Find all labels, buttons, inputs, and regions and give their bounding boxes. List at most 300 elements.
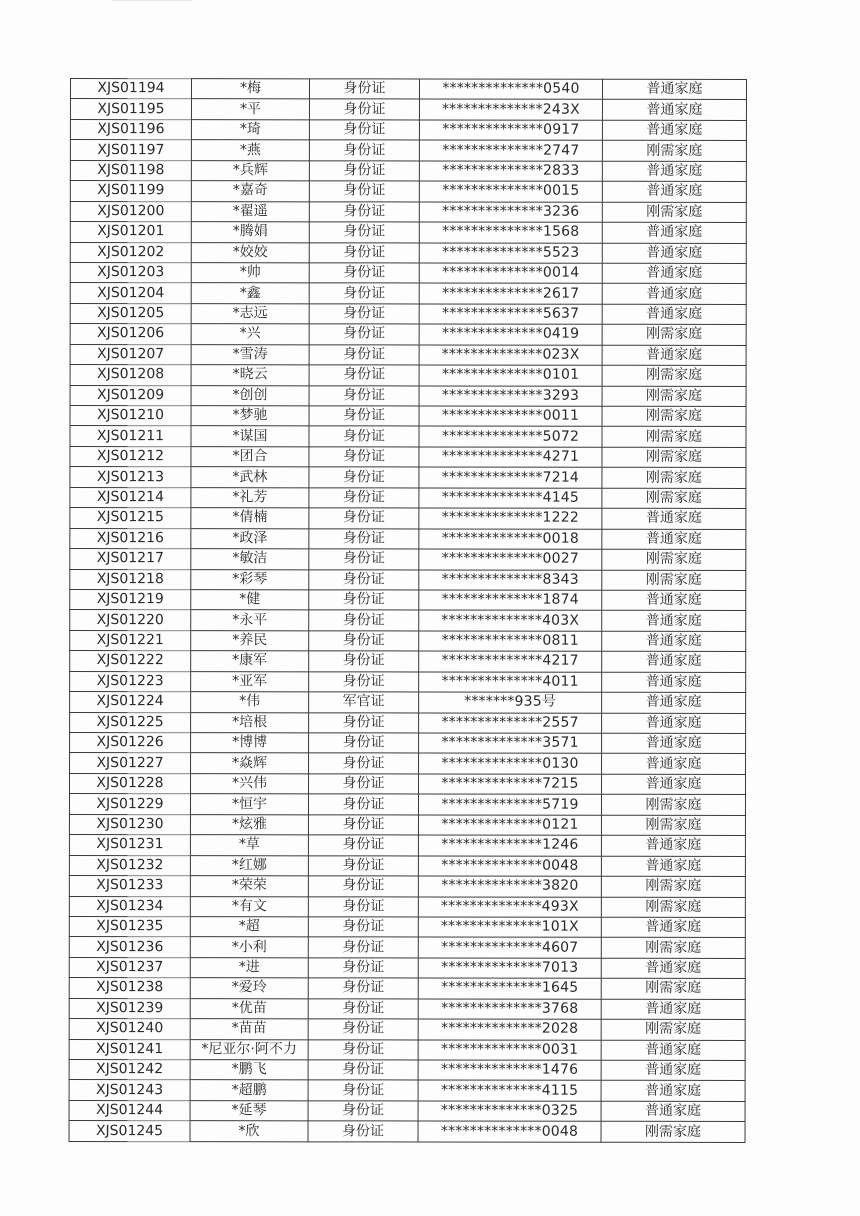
table-row [70, 487, 746, 508]
family-category-cell: 刚需家庭 [602, 427, 746, 448]
table-row [69, 855, 745, 876]
id-number-cell: **************3571 [419, 733, 602, 754]
family-category-cell: 刚需家庭 [602, 365, 746, 386]
table-row [70, 712, 746, 733]
table-row [69, 896, 745, 917]
id-type-cell: 身份证 [308, 876, 418, 897]
serial-number-cell: XJS01231 [69, 835, 190, 856]
id-number-cell: **************7214 [419, 467, 602, 488]
serial-number-cell: XJS01222 [70, 651, 191, 672]
id-number-cell: **************4145 [419, 488, 602, 509]
applicant-name-cell: *伟 [191, 692, 309, 713]
id-number-cell: **************2747 [419, 140, 602, 161]
serial-number-cell: XJS01243 [69, 1080, 190, 1101]
table-row [70, 324, 746, 345]
id-number-cell: **************1222 [419, 508, 602, 529]
table-row [69, 1080, 745, 1101]
applicant-name-cell: *创创 [191, 385, 309, 406]
applicant-name-cell: *谋国 [191, 426, 309, 447]
applicant-name-cell: *爱玲 [190, 978, 308, 999]
applicant-name-cell: *超鹏 [190, 1080, 308, 1101]
serial-number-cell: XJS01219 [70, 589, 191, 610]
family-category-cell: 普通家庭 [602, 243, 746, 264]
id-type-cell: 军官证 [309, 692, 419, 713]
serial-number-cell: XJS01218 [70, 569, 191, 590]
table-row [70, 630, 746, 651]
table-row [70, 569, 746, 590]
id-type-cell: 身份证 [308, 1101, 418, 1122]
table-row [69, 937, 745, 958]
family-category-cell: 普通家庭 [602, 631, 746, 652]
family-category-cell: 普通家庭 [602, 263, 746, 284]
id-type-cell: 身份证 [309, 753, 419, 774]
id-number-cell: **************403X [419, 610, 602, 631]
table-row [70, 406, 746, 427]
family-category-cell: 刚需家庭 [601, 815, 745, 836]
family-category-cell: 普通家庭 [602, 713, 746, 734]
id-number-cell: **************0540 [419, 79, 602, 100]
applicant-name-cell: *姣姣 [191, 242, 309, 263]
table-row [70, 753, 746, 774]
serial-number-cell: XJS01239 [69, 998, 190, 1019]
applicant-name-cell: *燕 [191, 140, 309, 161]
id-type-cell: 身份证 [309, 120, 419, 141]
applicant-name-cell: *鑫 [191, 283, 309, 304]
family-category-cell: 普通家庭 [602, 284, 746, 305]
family-category-cell: 普通家庭 [602, 611, 746, 632]
applicant-name-cell: *彩琴 [191, 569, 309, 590]
family-category-cell: 普通家庭 [601, 999, 745, 1020]
id-type-cell: 身份证 [308, 1121, 418, 1142]
id-type-cell: 身份证 [309, 345, 419, 366]
serial-number-cell: XJS01234 [69, 896, 190, 917]
family-category-cell: 刚需家庭 [601, 1019, 745, 1040]
id-number-cell: **************7013 [418, 958, 601, 979]
table-row [69, 916, 745, 937]
serial-number-cell: XJS01213 [70, 467, 191, 488]
id-number-cell: **************1246 [418, 835, 601, 856]
family-category-cell: 普通家庭 [602, 692, 746, 713]
applicant-name-cell: *琦 [191, 120, 309, 141]
serial-number-cell: XJS01202 [70, 242, 191, 263]
serial-number-cell: XJS01194 [70, 79, 191, 100]
family-category-cell: 刚需家庭 [602, 202, 746, 223]
id-type-cell: 身份证 [309, 263, 419, 284]
id-number-cell: **************0048 [418, 1121, 601, 1142]
table-row [69, 1039, 745, 1060]
applicant-name-cell: *兴 [191, 324, 309, 345]
id-type-cell: 身份证 [308, 958, 418, 979]
family-category-cell: 刚需家庭 [602, 570, 746, 591]
applicant-name-cell: *倩楠 [191, 508, 309, 529]
id-number-cell: **************3293 [419, 386, 602, 407]
id-number-cell: **************5719 [418, 794, 601, 815]
id-type-cell: 身份证 [308, 937, 418, 958]
family-category-cell: 普通家庭 [602, 529, 746, 550]
applicant-name-cell: *超 [190, 917, 308, 938]
applicant-name-cell: *梅 [191, 79, 309, 100]
id-number-cell: **************0011 [419, 406, 602, 427]
serial-number-cell: XJS01226 [70, 733, 191, 754]
id-number-cell: **************243X [419, 99, 602, 120]
table-row [70, 426, 746, 447]
id-type-cell: 身份证 [308, 855, 418, 876]
applicant-table-body [69, 79, 746, 1143]
applicant-name-cell: *康军 [191, 651, 309, 672]
id-type-cell: 身份证 [309, 385, 419, 406]
serial-number-cell: XJS01201 [70, 222, 191, 243]
serial-number-cell: XJS01196 [70, 119, 191, 140]
id-type-cell: 身份证 [309, 549, 419, 570]
table-row [70, 651, 746, 672]
table-row [70, 119, 746, 140]
applicant-name-cell: *培根 [191, 712, 309, 733]
id-type-cell: 身份证 [309, 651, 419, 672]
id-type-cell: 身份证 [308, 999, 418, 1020]
applicant-name-cell: *养民 [191, 630, 309, 651]
applicant-name-cell: *炫雅 [190, 814, 308, 835]
family-category-cell: 普通家庭 [602, 120, 746, 141]
id-number-cell: **************3768 [418, 999, 601, 1020]
serial-number-cell: XJS01214 [70, 487, 191, 508]
id-number-cell: **************5523 [419, 242, 602, 263]
serial-number-cell: XJS01216 [70, 528, 191, 549]
family-category-cell: 刚需家庭 [601, 978, 745, 999]
id-type-cell: 身份证 [309, 733, 419, 754]
family-category-cell: 普通家庭 [602, 345, 746, 366]
serial-number-cell: XJS01200 [70, 201, 191, 222]
id-type-cell: 身份证 [308, 794, 418, 815]
table-row [70, 385, 746, 406]
id-type-cell: 身份证 [308, 1039, 418, 1060]
family-category-cell: 刚需家庭 [602, 488, 746, 509]
applicant-name-cell: *欣 [190, 1121, 308, 1142]
id-type-cell: 身份证 [309, 672, 419, 693]
id-number-cell: **************4011 [419, 672, 602, 693]
applicant-name-cell: *帅 [191, 263, 309, 284]
serial-number-cell: XJS01225 [70, 712, 191, 733]
table-row [70, 99, 746, 120]
applicant-name-cell: *翟遥 [191, 201, 309, 222]
serial-number-cell: XJS01204 [70, 283, 191, 304]
table-row [70, 446, 746, 467]
id-type-cell: 身份证 [309, 467, 419, 488]
applicant-name-cell: *荣荣 [190, 876, 308, 897]
id-number-cell: **************1874 [419, 590, 602, 611]
table-row [70, 344, 746, 365]
id-number-cell: **************0811 [419, 631, 602, 652]
id-type-cell: 身份证 [309, 140, 419, 161]
serial-number-cell: XJS01209 [70, 385, 191, 406]
id-type-cell: 身份证 [308, 815, 418, 836]
serial-number-cell: XJS01238 [69, 978, 190, 999]
table-row [69, 998, 745, 1019]
family-category-cell: 普通家庭 [602, 672, 746, 693]
family-category-cell: 普通家庭 [601, 856, 745, 877]
id-type-cell: 身份证 [309, 365, 419, 386]
id-type-cell: 身份证 [309, 712, 419, 733]
applicant-name-cell: *政泽 [191, 528, 309, 549]
family-category-cell: 刚需家庭 [601, 1122, 745, 1143]
family-category-cell: 刚需家庭 [601, 876, 745, 897]
id-number-cell: **************0419 [419, 324, 602, 345]
id-number-cell: **************0031 [418, 1040, 601, 1061]
table-row [70, 79, 746, 100]
table-row [70, 222, 746, 243]
family-category-cell: 普通家庭 [602, 508, 746, 529]
id-number-cell: **************0014 [419, 263, 602, 284]
table-row [69, 1100, 745, 1121]
family-category-cell: 普通家庭 [602, 181, 746, 202]
id-number-cell: **************7215 [419, 774, 602, 795]
id-type-cell: 身份证 [309, 610, 419, 631]
applicant-name-cell: *敏洁 [191, 549, 309, 570]
id-number-cell: **************0015 [419, 181, 602, 202]
table-row [70, 365, 746, 386]
family-category-cell: 普通家庭 [601, 1060, 745, 1081]
serial-number-cell: XJS01197 [70, 140, 191, 161]
id-type-cell: 身份证 [309, 181, 419, 202]
scan-artifact [112, 0, 192, 5]
table-row [69, 957, 745, 978]
id-number-cell: **************493X [418, 896, 601, 917]
id-type-cell: 身份证 [309, 569, 419, 590]
id-type-cell: 身份证 [308, 835, 418, 856]
serial-number-cell: XJS01217 [70, 549, 191, 570]
id-number-cell: **************2617 [419, 283, 602, 304]
serial-number-cell: XJS01195 [70, 99, 191, 120]
id-number-cell: **************0130 [419, 753, 602, 774]
table-row [70, 140, 746, 161]
serial-number-cell: XJS01229 [69, 794, 190, 815]
id-number-cell: **************2833 [419, 161, 602, 182]
table-row [69, 978, 745, 999]
family-category-cell: 普通家庭 [602, 733, 746, 754]
id-type-cell: 身份证 [308, 978, 418, 999]
serial-number-cell: XJS01207 [70, 344, 191, 365]
id-type-cell: 身份证 [308, 1080, 418, 1101]
applicant-name-cell: *武林 [191, 467, 309, 488]
id-type-cell: 身份证 [309, 201, 419, 222]
id-number-cell: **************0101 [419, 365, 602, 386]
family-category-cell: 刚需家庭 [602, 468, 746, 489]
family-category-cell: 刚需家庭 [601, 795, 745, 816]
applicant-name-cell: *嘉奇 [191, 181, 309, 202]
family-category-cell: 普通家庭 [601, 1081, 745, 1102]
id-number-cell: **************0048 [418, 856, 601, 877]
serial-number-cell: XJS01212 [70, 446, 191, 467]
serial-number-cell: XJS01208 [70, 365, 191, 386]
id-number-cell: **************3820 [418, 876, 601, 897]
serial-number-cell: XJS01236 [69, 937, 190, 958]
applicant-name-cell: *红娜 [190, 855, 308, 876]
family-category-cell: 普通家庭 [601, 1040, 745, 1061]
serial-number-cell: XJS01232 [69, 855, 190, 876]
id-type-cell: 身份证 [309, 590, 419, 611]
applicant-name-cell: *草 [190, 835, 308, 856]
serial-number-cell: XJS01220 [70, 610, 191, 631]
applicant-name-cell: *雪涛 [191, 344, 309, 365]
table-row [70, 610, 746, 631]
id-number-cell: *******935号 [419, 692, 602, 713]
applicant-name-cell: *恒宇 [190, 794, 308, 815]
applicant-name-cell: *亚军 [191, 671, 309, 692]
table-row [70, 692, 746, 713]
table-row [70, 508, 746, 529]
id-type-cell: 身份证 [309, 242, 419, 263]
applicant-name-cell: *志远 [191, 303, 309, 324]
id-number-cell: **************0018 [419, 529, 602, 550]
id-type-cell: 身份证 [309, 222, 419, 243]
applicant-name-cell: *兴伟 [191, 774, 309, 795]
family-category-cell: 普通家庭 [602, 79, 746, 100]
family-category-cell: 普通家庭 [602, 774, 746, 795]
table-row [69, 1121, 745, 1142]
applicant-name-cell: *永平 [191, 610, 309, 631]
id-type-cell: 身份证 [309, 774, 419, 795]
table-row [69, 835, 745, 856]
table-row [69, 1059, 745, 1080]
id-type-cell: 身份证 [309, 324, 419, 345]
id-type-cell: 身份证 [308, 1060, 418, 1081]
id-type-cell: 身份证 [309, 304, 419, 325]
family-category-cell: 普通家庭 [602, 161, 746, 182]
applicant-name-cell: *进 [190, 957, 308, 978]
id-type-cell: 身份证 [309, 406, 419, 427]
id-number-cell: **************4271 [419, 447, 602, 468]
applicant-name-cell: *鹏飞 [190, 1060, 308, 1081]
family-category-cell: 刚需家庭 [602, 447, 746, 468]
family-category-cell: 刚需家庭 [601, 938, 745, 959]
serial-number-cell: XJS01241 [69, 1039, 190, 1060]
applicant-name-cell: *有文 [190, 896, 308, 917]
table-row [70, 549, 746, 570]
serial-number-cell: XJS01228 [70, 773, 191, 794]
table-row [70, 201, 746, 222]
table-row [70, 528, 746, 549]
applicant-name-cell: *礼芳 [191, 487, 309, 508]
serial-number-cell: XJS01205 [70, 303, 191, 324]
id-type-cell: 身份证 [309, 488, 419, 509]
family-category-cell: 普通家庭 [601, 835, 745, 856]
table-row [70, 589, 746, 610]
serial-number-cell: XJS01244 [69, 1100, 190, 1121]
id-number-cell: **************101X [418, 917, 601, 938]
family-category-cell: 刚需家庭 [602, 549, 746, 570]
id-type-cell: 身份证 [308, 1019, 418, 1040]
table-row [69, 814, 745, 835]
id-type-cell: 身份证 [309, 426, 419, 447]
id-number-cell: **************4217 [419, 651, 602, 672]
serial-number-cell: XJS01242 [69, 1059, 190, 1080]
table-row [70, 262, 746, 283]
serial-number-cell: XJS01224 [70, 692, 191, 713]
serial-number-cell: XJS01237 [69, 957, 190, 978]
id-number-cell: **************5637 [419, 304, 602, 325]
id-type-cell: 身份证 [309, 99, 419, 120]
id-number-cell: **************023X [419, 345, 602, 366]
applicant-name-cell: *焱辉 [191, 753, 309, 774]
id-number-cell: **************2028 [418, 1019, 601, 1040]
serial-number-cell: XJS01198 [70, 160, 191, 181]
family-category-cell: 刚需家庭 [602, 386, 746, 407]
id-number-cell: **************1476 [418, 1060, 601, 1081]
family-category-cell: 普通家庭 [601, 1101, 745, 1122]
table-row [70, 303, 746, 324]
family-category-cell: 普通家庭 [602, 222, 746, 243]
id-type-cell: 身份证 [308, 917, 418, 938]
table-row [70, 283, 746, 304]
applicant-name-cell: *优苗 [190, 998, 308, 1019]
serial-number-cell: XJS01227 [70, 753, 191, 774]
applicant-name-cell: *腾娟 [191, 222, 309, 243]
serial-number-cell: XJS01199 [70, 181, 191, 202]
id-number-cell: **************2557 [419, 713, 602, 734]
applicant-table [69, 78, 747, 1143]
serial-number-cell: XJS01215 [70, 508, 191, 529]
applicant-name-cell: *延琴 [190, 1101, 308, 1122]
table-row [70, 181, 746, 202]
serial-number-cell: XJS01235 [69, 916, 190, 937]
applicant-name-cell: *梦驰 [191, 406, 309, 427]
applicant-name-cell: *健 [191, 590, 309, 611]
id-number-cell: **************0325 [418, 1101, 601, 1122]
applicant-name-cell: *团合 [191, 447, 309, 468]
family-category-cell: 普通家庭 [601, 917, 745, 938]
serial-number-cell: XJS01233 [69, 876, 190, 897]
table-row [70, 671, 746, 692]
applicant-name-cell: *博博 [191, 733, 309, 754]
serial-number-cell: XJS01221 [70, 630, 191, 651]
family-category-cell: 刚需家庭 [602, 141, 746, 162]
id-type-cell: 身份证 [309, 79, 419, 100]
id-number-cell: **************0027 [419, 549, 602, 570]
id-type-cell: 身份证 [309, 508, 419, 529]
applicant-name-cell: *平 [191, 99, 309, 120]
applicant-name-cell: *兵辉 [191, 160, 309, 181]
serial-number-cell: XJS01223 [70, 671, 191, 692]
id-type-cell: 身份证 [309, 631, 419, 652]
applicant-name-cell: *晓云 [191, 365, 309, 386]
family-category-cell: 普通家庭 [602, 754, 746, 775]
family-category-cell: 普通家庭 [602, 590, 746, 611]
serial-number-cell: XJS01203 [70, 262, 191, 283]
serial-number-cell: XJS01211 [70, 426, 191, 447]
id-number-cell: **************1568 [419, 222, 602, 243]
table-row [70, 467, 746, 488]
family-category-cell: 普通家庭 [601, 958, 745, 979]
id-number-cell: **************0917 [419, 120, 602, 141]
table-row [70, 242, 746, 263]
id-number-cell: **************0121 [418, 815, 601, 836]
id-number-cell: **************3236 [419, 202, 602, 223]
family-category-cell: 普通家庭 [602, 304, 746, 325]
family-category-cell: 刚需家庭 [602, 324, 746, 345]
family-category-cell: 普通家庭 [602, 651, 746, 672]
id-type-cell: 身份证 [309, 447, 419, 468]
family-category-cell: 刚需家庭 [601, 897, 745, 918]
serial-number-cell: XJS01206 [70, 324, 191, 345]
family-category-cell: 刚需家庭 [602, 406, 746, 427]
id-number-cell: **************1645 [418, 978, 601, 999]
table-row [70, 160, 746, 181]
serial-number-cell: XJS01240 [69, 1019, 190, 1040]
family-category-cell: 普通家庭 [602, 100, 746, 121]
id-number-cell: **************8343 [419, 569, 602, 590]
id-type-cell: 身份证 [308, 896, 418, 917]
id-number-cell: **************5072 [419, 426, 602, 447]
serial-number-cell: XJS01245 [69, 1121, 190, 1142]
